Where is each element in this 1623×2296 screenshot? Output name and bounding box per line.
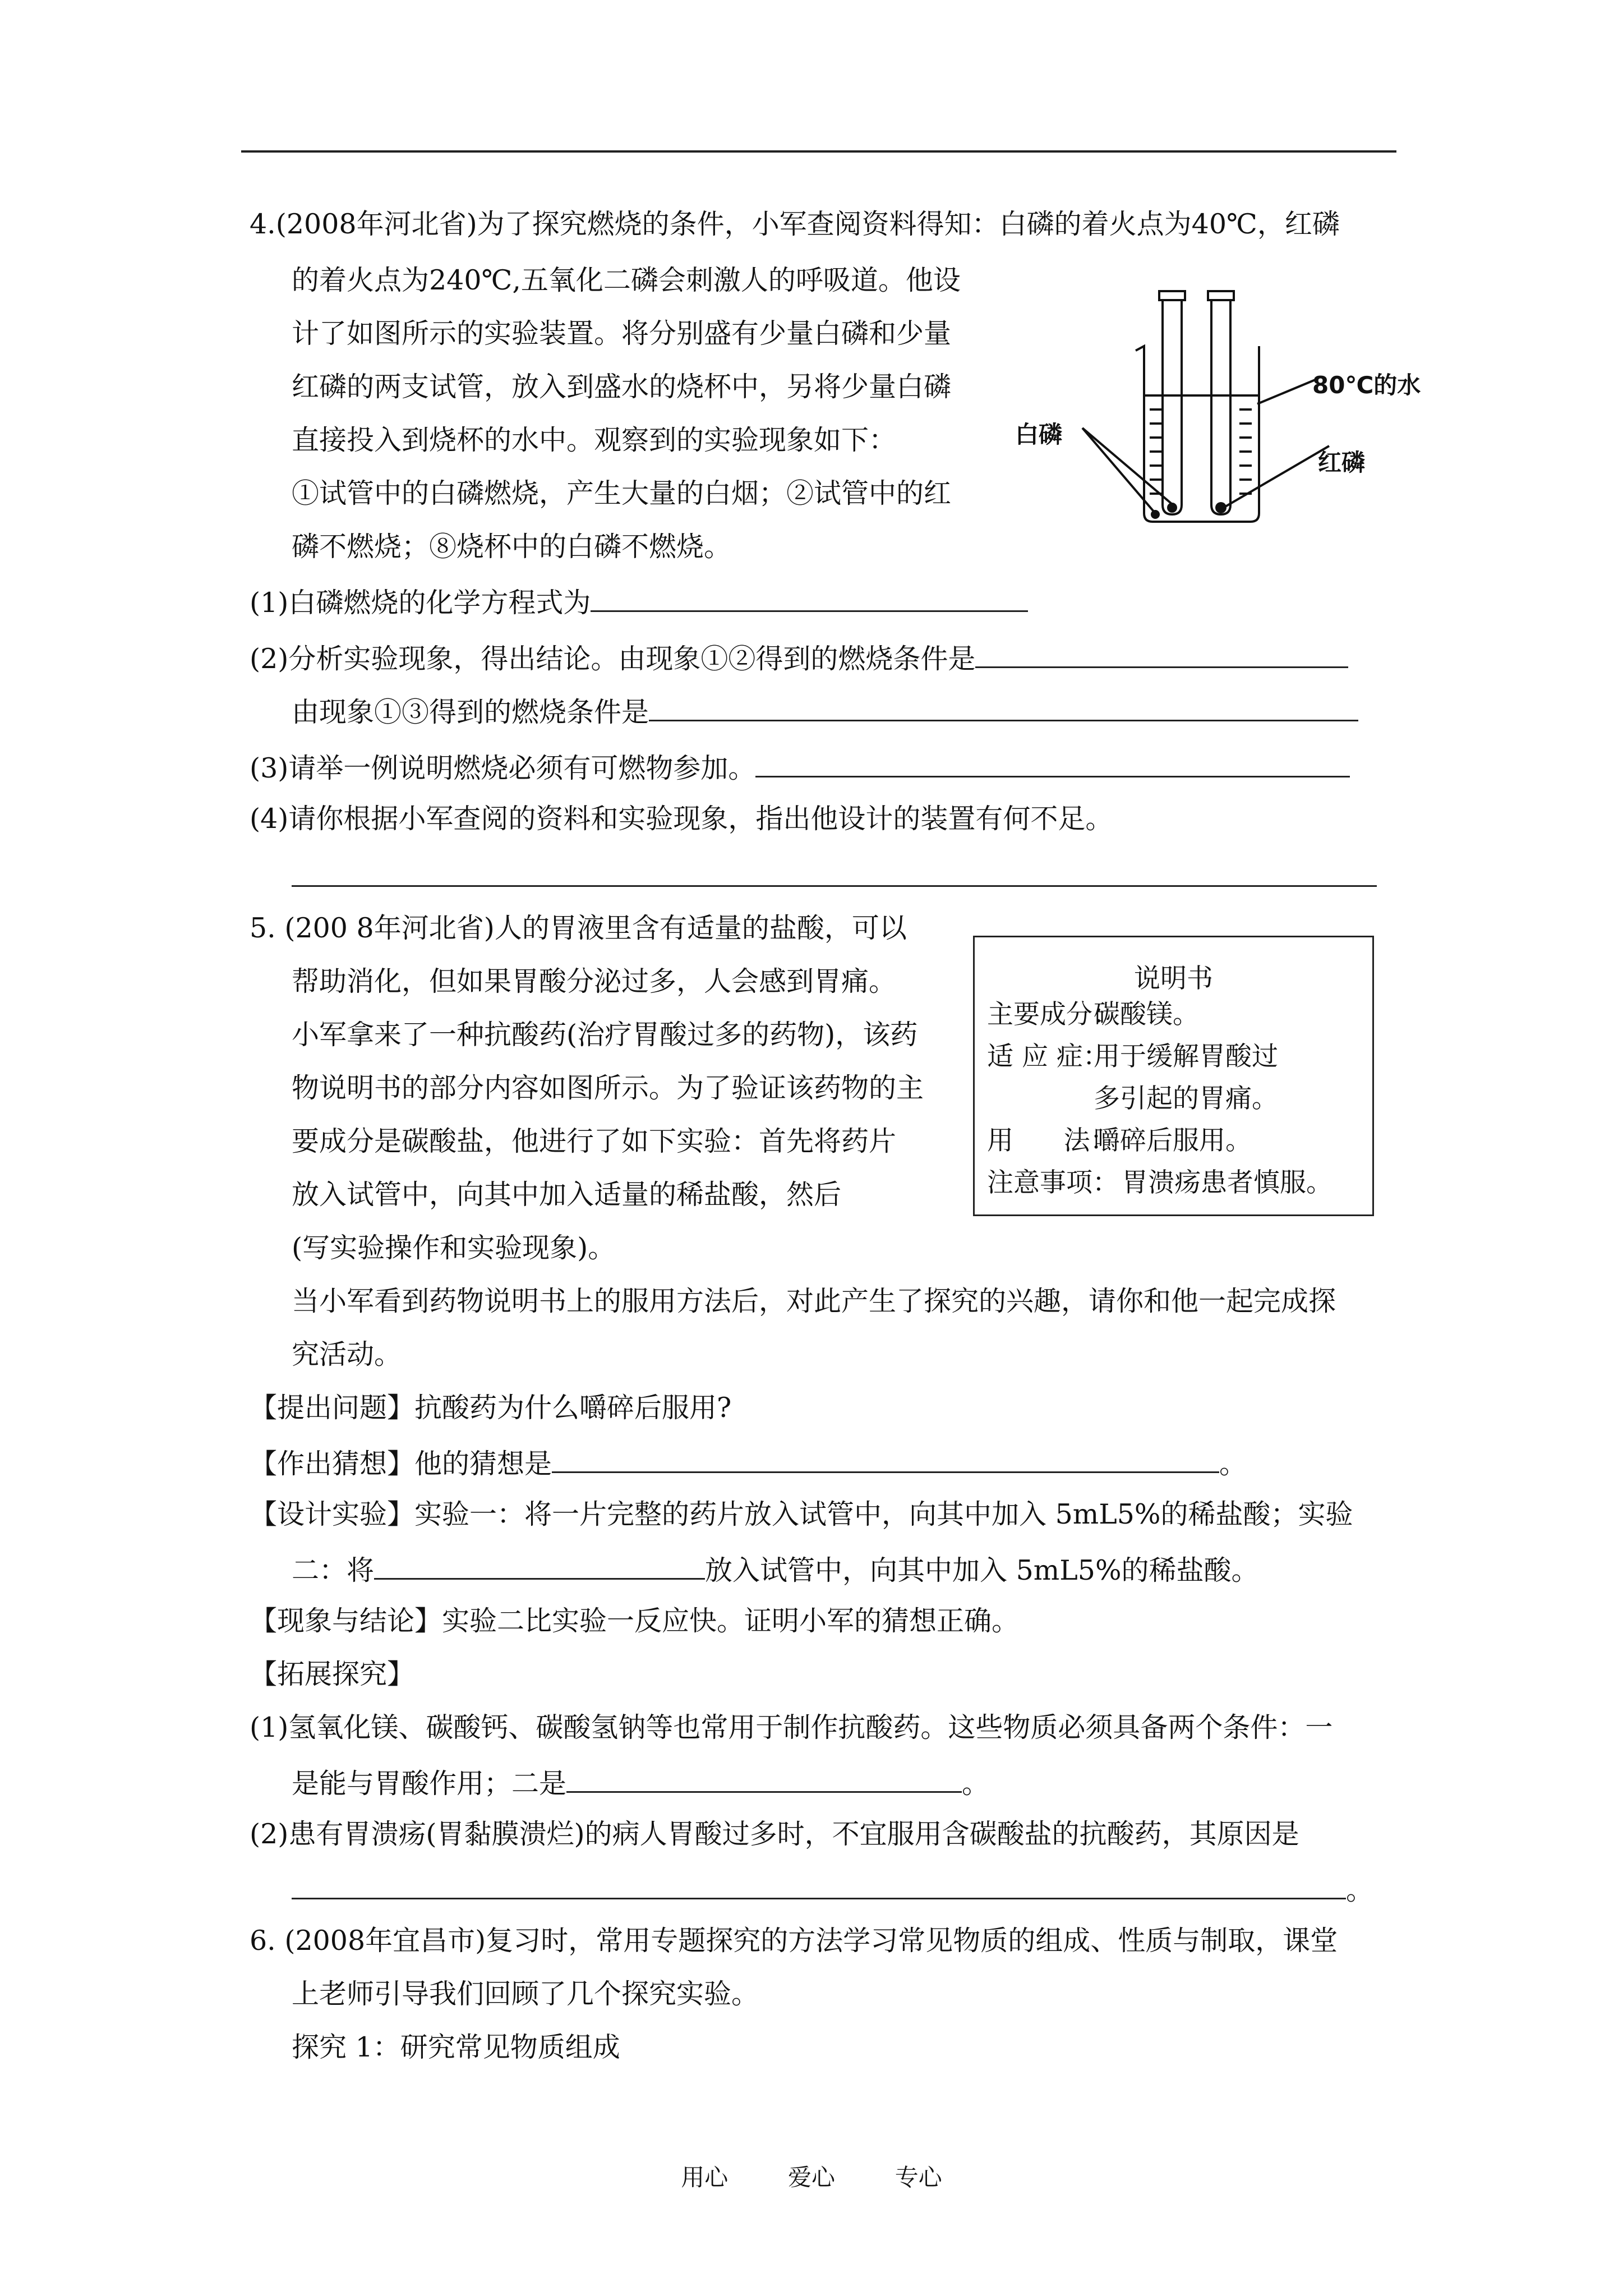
q5-guess <box>250 1444 1247 1481</box>
sheet-label: 注意事项： <box>987 1167 1119 1198</box>
q5-line-4: 物说明书的部分内容如图所示。为了验证该药物的主 <box>292 1072 924 1104</box>
q4-sub4-blank[interactable] <box>292 885 1377 887</box>
q5-design-2 <box>292 1551 1259 1588</box>
q5-ext1-blank[interactable] <box>566 1764 962 1793</box>
q4-sub2-blank[interactable] <box>975 639 1348 668</box>
q4-sub3-blank[interactable] <box>755 749 1350 777</box>
beaker-figure <box>1015 283 1421 536</box>
instruction-sheet <box>973 936 1374 1216</box>
q4-sub2b-text: 由现象①③得到的燃烧条件是 <box>292 696 649 728</box>
q4-sub1-text: (1)白磷燃烧的化学方程式为 <box>250 587 591 619</box>
sheet-value: 多引起的胃痛。 <box>1094 1083 1278 1114</box>
q5-line-9: 究活动。 <box>292 1338 402 1370</box>
q5-ext2-end: 。 <box>1346 1874 1374 1906</box>
q5-conclusion: 【现象与结论】实验二比实验一反应快。证明小军的猜想正确。 <box>250 1605 1020 1637</box>
q5-design-1: 【设计实验】实验一：将一片完整的药片放入试管中，向其中加入 5mL5%的稀盐酸；实验 <box>250 1498 1353 1530</box>
q5-line-7: (写实验操作和实验现象)。 <box>292 1232 616 1264</box>
sheet-label: 用 法： <box>987 1125 1117 1156</box>
q4-line-1: 4.(2008年河北省)为了探究燃烧的条件，小军查阅资料得知：白磷的着火点为40℃，红磷 <box>250 208 1340 240</box>
q5-ext2: (2)患有胃溃疡(胃黏膜溃烂)的病人胃酸过多时，不宜服用含碳酸盐的抗酸药，其原因是 <box>250 1818 1299 1850</box>
page-footer: 用心 爱心 专心 <box>681 2164 942 2191</box>
q5-design-2a: 二：将 <box>292 1554 375 1586</box>
q4-line-3: 计了如图所示的实验装置。将分别盛有少量白磷和少量 <box>292 318 952 349</box>
q5-ext1b <box>292 1764 989 1801</box>
sheet-value: 用于缓解胃酸过 <box>1094 1041 1278 1072</box>
q4-sub3-text: (3)请举一例说明燃烧必须有可燃物参加。 <box>250 752 756 784</box>
label-hot-water: 80℃的水 <box>1312 371 1421 399</box>
q5-ask: 【提出问题】抗酸药为什么嚼碎后服用? <box>250 1392 732 1424</box>
q4-sub2-text: (2)分析实验现象，得出结论。由现象①②得到的燃烧条件是 <box>250 643 976 675</box>
q4-sub1 <box>250 583 1028 620</box>
label-red-phosphorus: 红磷 <box>1318 449 1366 476</box>
q5-line-8: 当小军看到药物说明书上的服用方法后，对此产生了探究的兴趣，请你和他一起完成探 <box>292 1285 1336 1317</box>
q5-design-blank[interactable] <box>374 1551 705 1580</box>
q5-ext1b-end: 。 <box>962 1768 990 1800</box>
sheet-label: 适 应 症： <box>987 1041 1109 1072</box>
q4-sub4: (4)请你根据小军查阅的资料和实验现象，指出他设计的装置有何不足。 <box>250 803 1113 835</box>
q5-guess-end: 。 <box>1219 1448 1247 1480</box>
instruction-sheet-title: 说明书 <box>1134 963 1213 994</box>
q5-line-1: 5. (200 8年河北省)人的胃液里含有适量的盐酸，可以 <box>250 912 907 944</box>
q5-ext1b-text: 是能与胃酸作用；二是 <box>292 1768 567 1800</box>
q4-sub2b-blank[interactable] <box>649 693 1358 721</box>
q4-line-7: 磷不燃烧；⑧烧杯中的白磷不燃烧。 <box>292 531 732 563</box>
sheet-value: 胃溃疡患者慎服。 <box>1122 1167 1332 1198</box>
label-white-phosphorus: 白磷 <box>1015 421 1063 448</box>
top-rule <box>241 150 1396 153</box>
q6-line-3: 探究 1：研究常见物质组成 <box>292 2031 620 2063</box>
sheet-row-indication-cont <box>987 1082 1278 1116</box>
q4-line-6: ①试管中的白磷燃烧，产生大量的白烟；②试管中的红 <box>292 477 952 509</box>
q5-guess-blank[interactable] <box>552 1444 1219 1473</box>
sheet-row-indication <box>987 1040 1278 1074</box>
q5-extend: 【拓展探究】 <box>250 1658 415 1690</box>
sheet-value: 碳酸镁。 <box>1094 999 1199 1030</box>
beaker-apparatus-icon <box>1015 283 1402 536</box>
sheet-label: 主要成分： <box>987 999 1119 1030</box>
q4-sub2b <box>292 693 1358 729</box>
q5-guess-text: 【作出猜想】他的猜想是 <box>250 1448 552 1480</box>
q4-line-2: 的着火点为240℃,五氧化二磷会刺激人的呼吸道。他设 <box>292 264 961 296</box>
q5-ext2-blank[interactable] <box>292 1871 1346 1899</box>
q5-line-2: 帮助消化，但如果胃酸分泌过多，人会感到胃痛。 <box>292 965 897 997</box>
q6-line-2: 上老师引导我们回顾了几个探究实验。 <box>292 1978 759 2010</box>
q5-ext1a: (1)氢氧化镁、碳酸钙、碳酸氢钠等也常用于制作抗酸药。这些物质必须具备两个条件：一 <box>250 1711 1333 1743</box>
q5-design-2b: 放入试管中，向其中加入 5mL5%的稀盐酸。 <box>705 1554 1259 1586</box>
sheet-row-ingredient <box>987 998 1199 1032</box>
q4-line-5: 直接投入到烧杯的水中。观察到的实验现象如下： <box>292 424 897 456</box>
q4-sub3 <box>250 749 1350 785</box>
q5-line-5: 要成分是碳酸盐，他进行了如下实验：首先将药片 <box>292 1125 897 1157</box>
sheet-row-caution <box>987 1166 1332 1200</box>
q4-line-4: 红磷的两支试管，放入到盛水的烧杯中，另将少量白磷 <box>292 371 952 403</box>
sheet-value: 嚼碎后服用。 <box>1094 1125 1252 1156</box>
sheet-row-usage <box>987 1124 1252 1158</box>
q4-sub1-blank[interactable] <box>591 583 1028 612</box>
q4-sub2 <box>250 639 1348 676</box>
q5-line-3: 小军拿来了一种抗酸药(治疗胃酸过多的药物)，该药 <box>292 1019 918 1051</box>
q5-line-6: 放入试管中，向其中加入适量的稀盐酸，然后 <box>292 1179 842 1211</box>
q5-ext2-line <box>292 1871 1373 1907</box>
q6-line-1: 6. (2008年宜昌市)复习时，常用专题探究的方法学习常见物质的组成、性质与制取，课堂 <box>250 1925 1338 1957</box>
